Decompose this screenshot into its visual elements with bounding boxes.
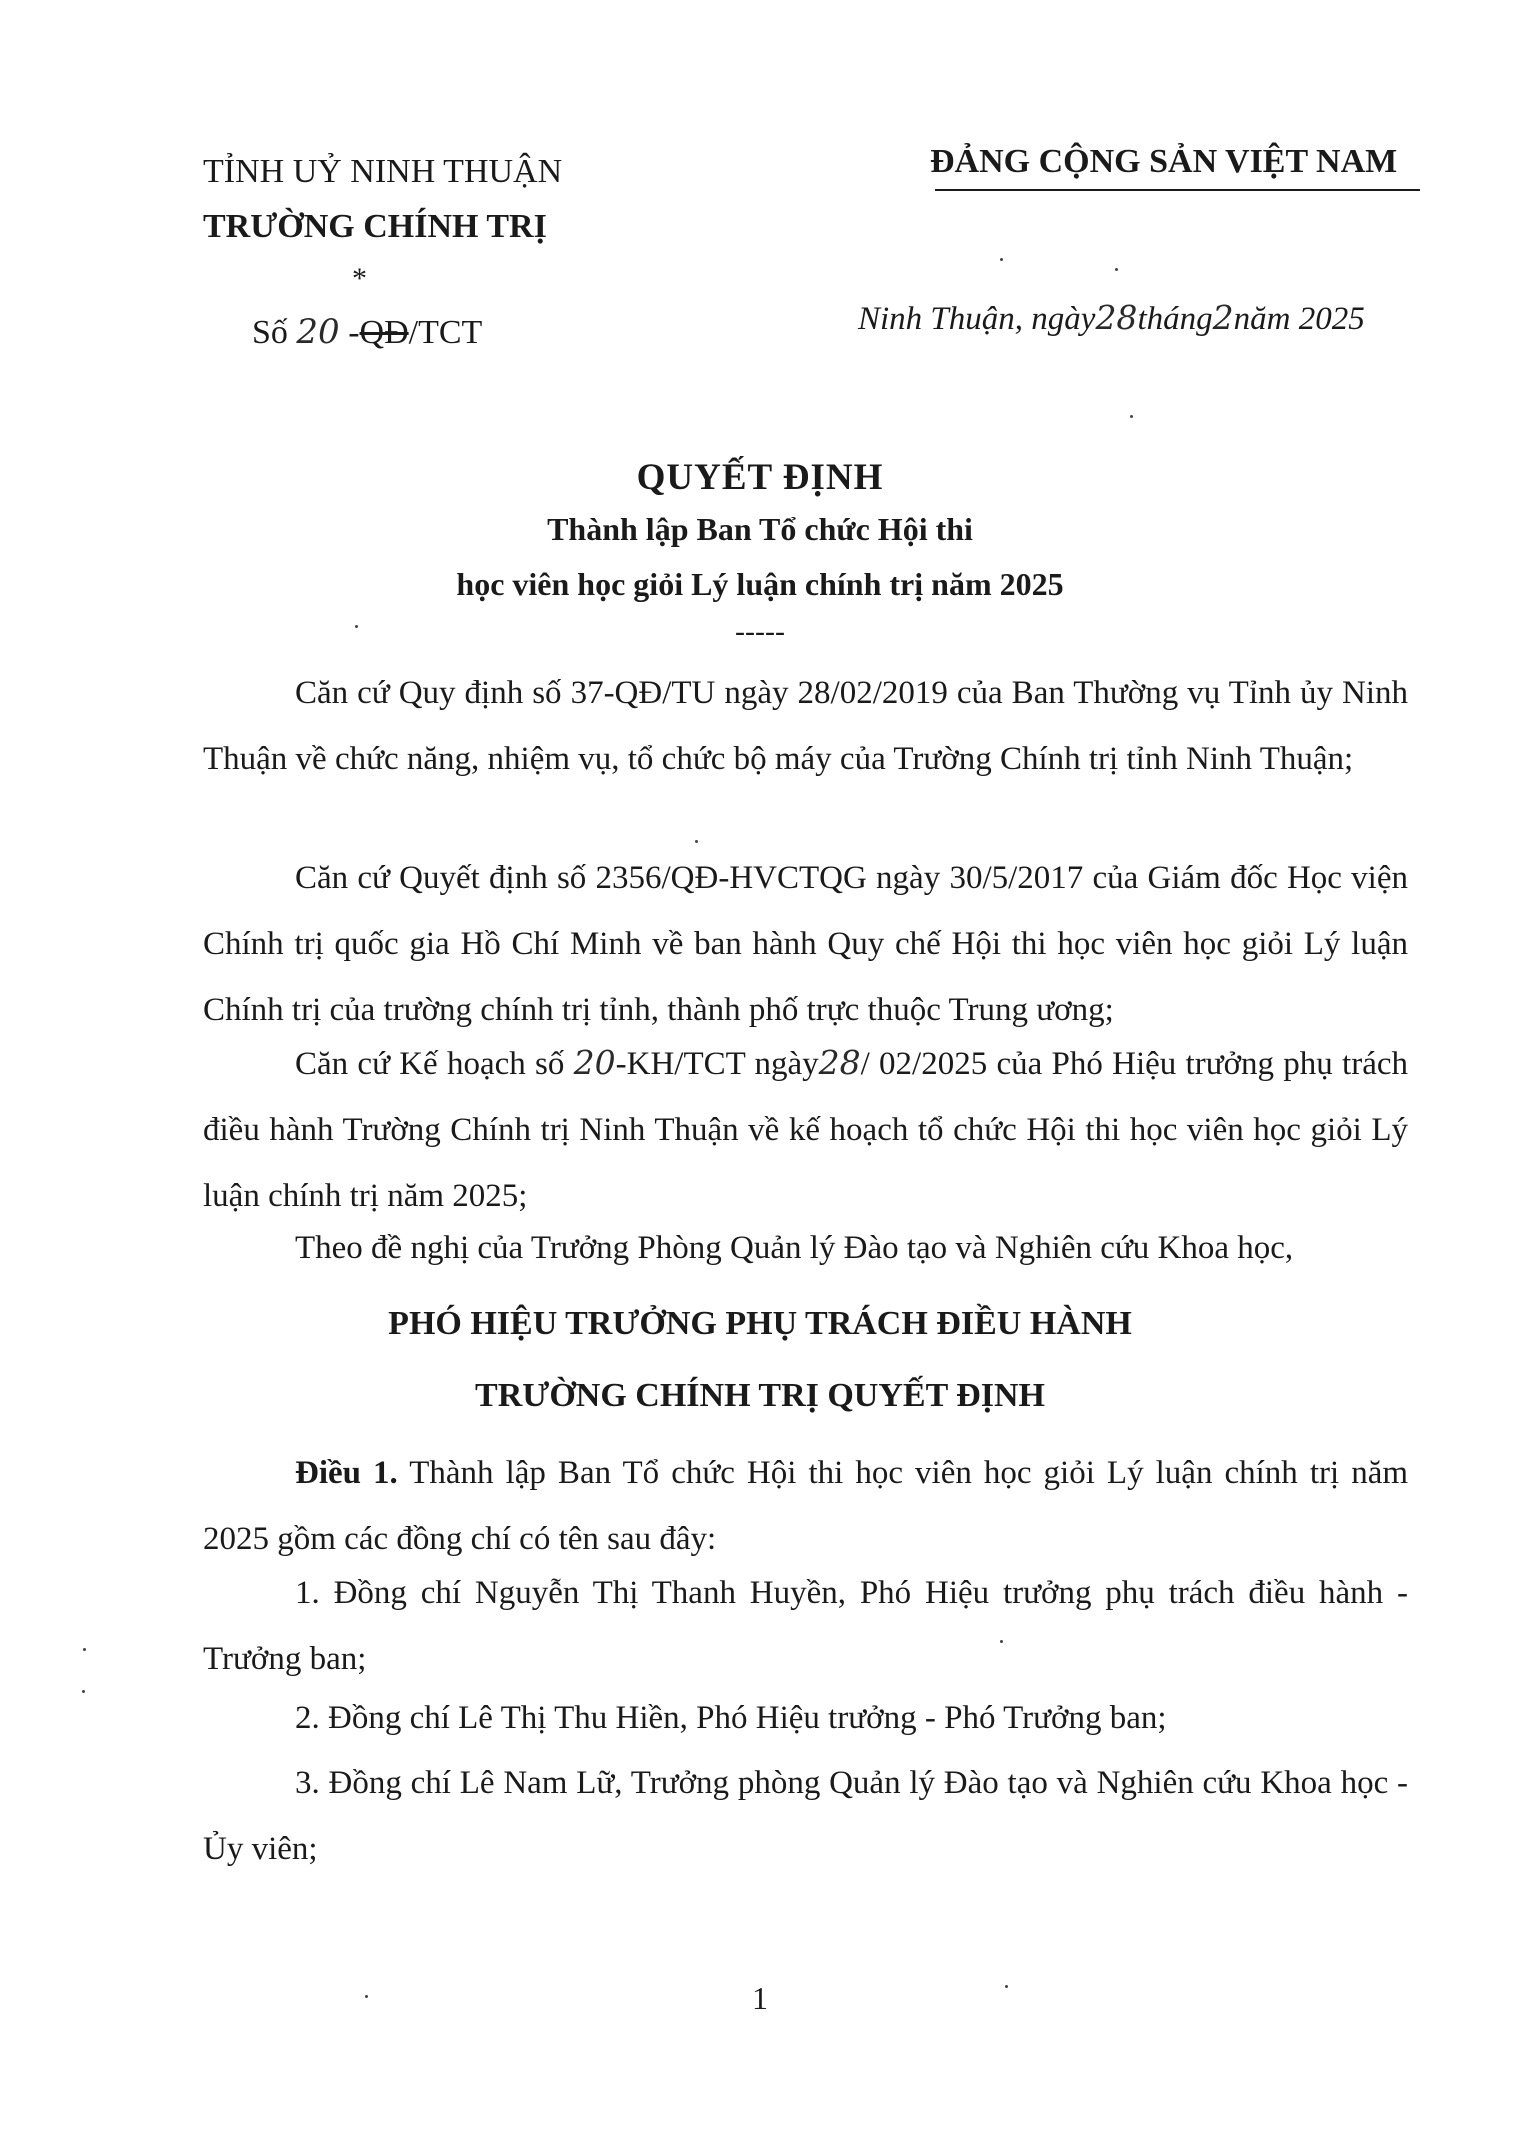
- p3-part-a: Căn cứ Kế hoạch số: [295, 1046, 574, 1082]
- member-item-2: 2. Đồng chí Lê Thị Thu Hiền, Phó Hiệu trưởng - Phó Trưởng ban;: [295, 1700, 1167, 1736]
- province-committee-name: TỈNH UỶ NINH THUẬN: [203, 153, 563, 190]
- p3-part-c: / 02/2025 của Phó Hiệu trưởng phụ trách điều hành Trường Chính trị Ninh Thuận về kế hoạch tổ chức Hội thi học viên học giỏi Lý luận chính trị năm 2025;: [203, 1046, 1409, 1214]
- document-subtitle-1: Thành lập Ban Tổ chức Hội thi: [547, 511, 973, 547]
- scan-speck: [1005, 1985, 1008, 1988]
- basis-paragraph-2: Căn cứ Quyết định số 2356/QĐ-HVCTQG ngày 30/5/2017 của Giám đốc Học viện Chính trị quốc gia Hồ Chí Minh về ban hành Quy chế Hội thi học viên học giỏi Lý luận Chính trị của trường chính trị tỉnh, thành phố trực thuộc Trung ương;: [203, 860, 1408, 1028]
- scan-speck: [1000, 1640, 1003, 1643]
- scan-speck: [83, 1648, 86, 1651]
- decision-heading-line-2: TRƯỜNG CHÍNH TRỊ QUYẾT ĐỊNH: [475, 1377, 1045, 1414]
- article-1: [203, 1440, 1408, 1572]
- docno-suffix: /TCT: [408, 314, 483, 351]
- scan-speck: [82, 1690, 85, 1693]
- scan-speck: [365, 1995, 368, 1998]
- date-mid: tháng: [1137, 301, 1213, 337]
- party-name: ĐẢNG CỘNG SẢN VIỆT NAM: [930, 143, 1398, 180]
- issue-date: [858, 298, 1365, 338]
- school-name: TRƯỜNG CHÍNH TRỊ: [203, 208, 547, 245]
- p3-handwritten-number: 20: [573, 1043, 616, 1082]
- proposal-paragraph: Theo đề nghị của Trưởng Phòng Quản lý Đào tạo và Nghiên cứu Khoa học,: [295, 1230, 1294, 1266]
- docno-struck: QĐ: [359, 314, 409, 351]
- title-separator: -----: [735, 615, 785, 648]
- scan-speck: [1115, 268, 1118, 271]
- member-item-3: 3. Đồng chí Lê Nam Lữ, Trưởng phòng Quản lý Đào tạo và Nghiên cứu Khoa học - Ủy viên;: [203, 1765, 1408, 1867]
- scan-speck: [1000, 258, 1003, 261]
- document-subtitle-2: học viên học giỏi Lý luận chính trị năm 2025: [456, 566, 1064, 602]
- party-underline: [935, 189, 1420, 191]
- article-1-text: Thành lập Ban Tổ chức Hội thi học viên học giỏi Lý luận chính trị năm 2025 gồm các đồng chí có tên sau đây:: [203, 1455, 1409, 1557]
- document-title: QUYẾT ĐỊNH: [636, 457, 884, 498]
- document-number: [252, 312, 482, 352]
- star-mark: *: [352, 262, 367, 295]
- p3-part-b: -KH/TCT ngày: [615, 1046, 819, 1082]
- basis-paragraph-1: Căn cứ Quy định số 37-QĐ/TU ngày 28/02/2019 của Ban Thường vụ Tỉnh ủy Ninh Thuận về chức năng, nhiệm vụ, tổ chức bộ máy của Trường Chính trị tỉnh Ninh Thuận;: [203, 675, 1408, 777]
- date-suffix: năm 2025: [1233, 301, 1365, 337]
- date-day-handwritten: 28: [1095, 298, 1138, 337]
- date-prefix: Ninh Thuận, ngày: [858, 301, 1096, 337]
- scan-speck: [355, 625, 358, 628]
- docno-dash: -: [339, 314, 360, 351]
- basis-paragraph-3: [203, 1030, 1408, 1229]
- scan-speck: [1130, 415, 1133, 418]
- docno-prefix: Số: [252, 314, 297, 351]
- member-item-1: 1. Đồng chí Nguyễn Thị Thanh Huyền, Phó Hiệu trưởng phụ trách điều hành - Trưởng ban;: [203, 1575, 1408, 1677]
- page-number: 1: [752, 1980, 768, 2016]
- p3-handwritten-day: 28: [818, 1043, 861, 1082]
- scan-speck: [695, 840, 698, 843]
- article-1-label: Điều 1.: [295, 1455, 398, 1491]
- docno-handwritten: 20: [296, 312, 340, 352]
- decision-heading-line-1: PHÓ HIỆU TRƯỞNG PHỤ TRÁCH ĐIỀU HÀNH: [388, 1305, 1132, 1342]
- date-month-handwritten: 2: [1212, 298, 1234, 337]
